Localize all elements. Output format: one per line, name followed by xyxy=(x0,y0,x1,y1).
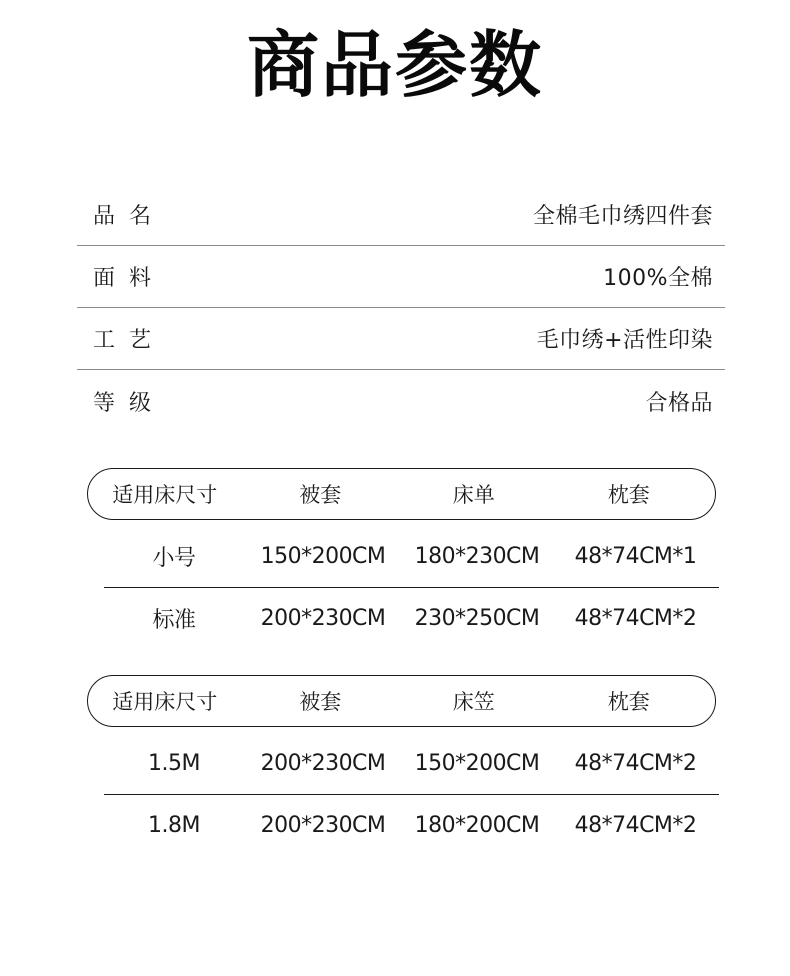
table-cell: 48*74CM*2 xyxy=(574,813,697,838)
table-cell: 小号 xyxy=(152,546,196,571)
table-body xyxy=(104,733,719,856)
table-cell: 230*250CM xyxy=(414,606,540,631)
product-params xyxy=(77,184,725,432)
param-row-fabric xyxy=(77,246,725,308)
table-row xyxy=(104,588,719,649)
param-row-name xyxy=(77,184,725,246)
header-cell: 床单 xyxy=(452,483,495,507)
header-cell: 适用床尺寸 xyxy=(112,690,218,714)
param-label: 等级 xyxy=(93,390,166,416)
size-table-sheet xyxy=(87,468,716,649)
table-cell: 180*230CM xyxy=(414,544,540,569)
param-row-craft xyxy=(77,308,725,370)
param-value: 100%全棉 xyxy=(603,266,713,291)
header-cell: 适用床尺寸 xyxy=(112,483,218,507)
table-row xyxy=(104,795,719,856)
header-cell: 枕套 xyxy=(607,690,650,714)
header-cell: 床笠 xyxy=(452,690,495,714)
table-cell: 150*200CM xyxy=(260,544,386,569)
table-cell: 200*230CM xyxy=(260,751,386,776)
table-header xyxy=(87,468,716,520)
param-row-grade xyxy=(77,370,725,432)
param-label: 工艺 xyxy=(93,328,166,353)
page-title: 商品参数 xyxy=(246,23,543,107)
table-cell: 48*74CM*1 xyxy=(574,544,697,569)
table-cell: 150*200CM xyxy=(414,751,540,776)
param-label: 面料 xyxy=(93,266,166,291)
table-row xyxy=(104,526,719,588)
param-value: 全棉毛巾绣四件套 xyxy=(532,204,713,229)
table-body xyxy=(104,526,719,649)
param-value: 合格品 xyxy=(645,390,713,416)
header-cell: 被套 xyxy=(299,690,342,714)
header-cell: 被套 xyxy=(299,483,342,507)
table-cell: 1.5M xyxy=(148,751,200,776)
table-cell: 200*230CM xyxy=(260,606,386,631)
table-cell: 48*74CM*2 xyxy=(574,606,697,631)
size-table-fitted xyxy=(87,675,716,856)
table-cell: 标准 xyxy=(152,608,196,633)
table-cell: 200*230CM xyxy=(260,813,386,838)
table-row xyxy=(104,733,719,795)
header-cell: 枕套 xyxy=(607,483,650,507)
param-value: 毛巾绣+活性印染 xyxy=(536,328,713,353)
param-label: 品名 xyxy=(93,204,166,229)
table-cell: 48*74CM*2 xyxy=(574,751,697,776)
table-cell: 180*200CM xyxy=(414,813,540,838)
table-header xyxy=(87,675,716,727)
table-cell: 1.8M xyxy=(148,813,200,838)
